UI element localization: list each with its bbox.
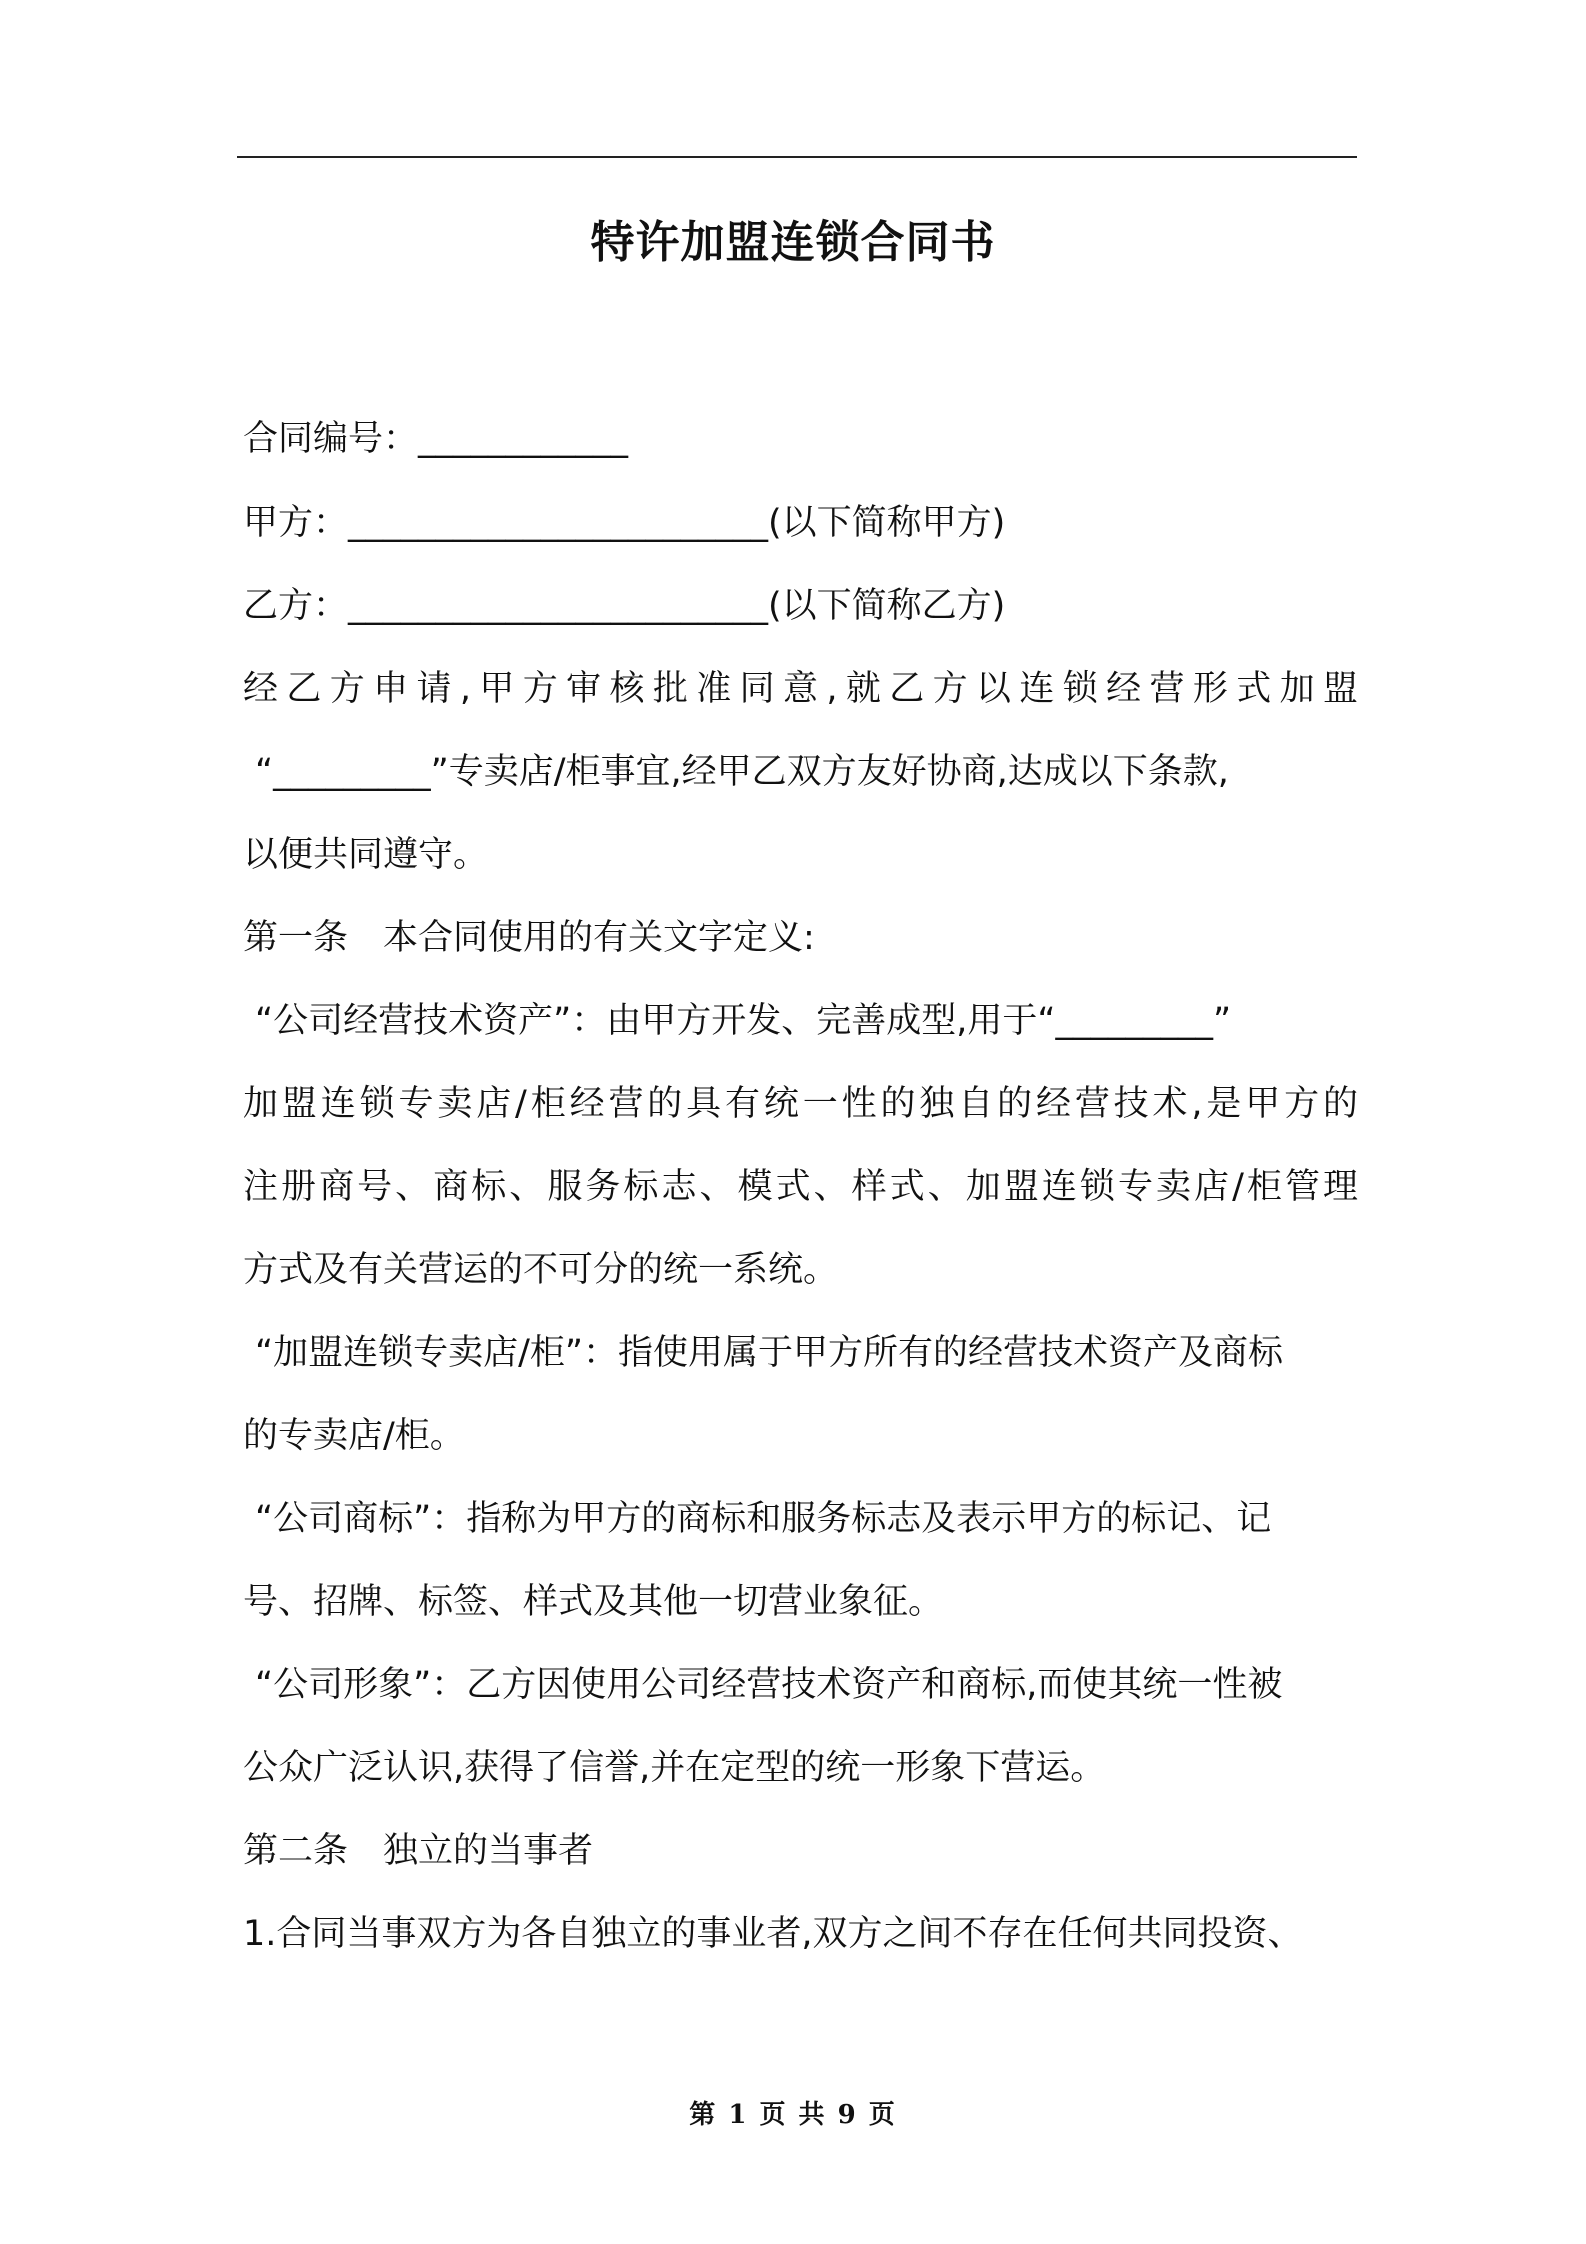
document-title: 特许加盟连锁合同书 — [590, 217, 996, 268]
preamble-line-3: 以便共同遵守。 — [243, 835, 489, 875]
definition-2-line-2: 的专卖店/柜。 — [243, 1416, 465, 1456]
definition-4-line-1: “公司形象”：乙方因使用公司经营技术资产和商标,而使其统一性被 — [255, 1665, 1283, 1705]
article-1-heading: 第一条 本合同使用的有关文字定义: — [243, 918, 815, 958]
definition-2-line-1: “加盟连锁专卖店/柜”：指使用属于甲方所有的经营技术资产及商标 — [255, 1333, 1284, 1373]
contract-number-line: 合同编号：____________ — [243, 419, 629, 459]
party-a-line: 甲方：________________________(以下简称甲方) — [243, 503, 1006, 543]
article-2-heading: 第二条 独立的当事者 — [243, 1831, 594, 1871]
definition-3-line-2: 号、招牌、标签、样式及其他一切营业象征。 — [243, 1582, 944, 1622]
article-2-clause-1: 1.合同当事双方为各自独立的事业者,双方之间不存在任何共同投资、 — [243, 1914, 1303, 1954]
party-b-line: 乙方：________________________(以下简称乙方) — [243, 586, 1006, 626]
definition-1-line-1: “公司经营技术资产”：由甲方开发、完善成型,用于“_________” — [255, 1001, 1232, 1041]
definition-1-line-2: 加盟连锁专卖店/柜经营的具有统一性的独自的经营技术,是甲方的 — [243, 1084, 1358, 1124]
definition-3-line-1: “公司商标”：指称为甲方的商标和服务标志及表示甲方的标记、记 — [255, 1499, 1272, 1539]
preamble-line-1: 经乙方申请,甲方审核批准同意,就乙方以连锁经营形式加盟 — [243, 669, 1358, 709]
preamble-line-2: “_________”专卖店/柜事宜,经甲乙双方友好协商,达成以下条款, — [255, 752, 1229, 792]
definition-4-line-2: 公众广泛认识,获得了信誉,并在定型的统一形象下营运。 — [243, 1748, 1106, 1788]
header-rule — [237, 156, 1357, 158]
definition-1-line-4: 方式及有关营运的不可分的统一系统。 — [243, 1250, 839, 1290]
definition-1-line-3: 注册商号、商标、服务标志、模式、样式、加盟连锁专卖店/柜管理 — [243, 1167, 1358, 1207]
page-number: 第 1 页 共 9 页 — [689, 2100, 897, 2130]
